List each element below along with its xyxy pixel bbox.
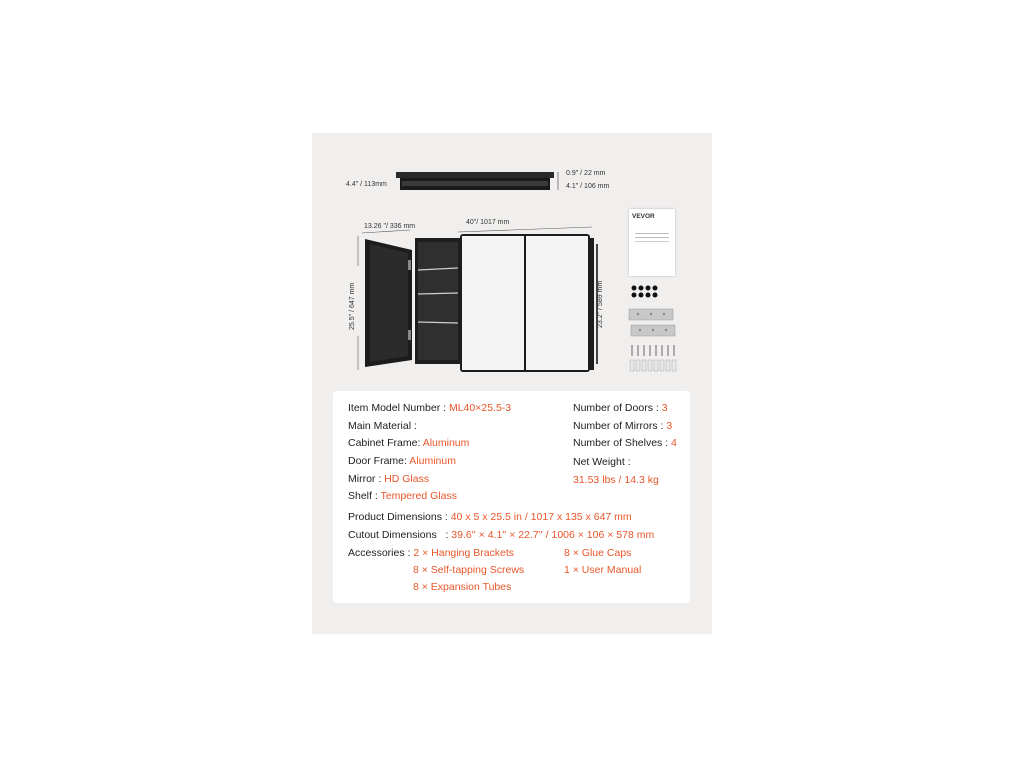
- cutout-dimensions-label: Cutout Dimensions :: [348, 529, 452, 541]
- mirrors-value: 3: [666, 420, 673, 432]
- doors-row: [573, 402, 668, 414]
- cabinet-row: [348, 437, 469, 449]
- top-frame-label: 0.9" / 22 mm: [566, 170, 606, 177]
- model-label: Item Model Number :: [348, 402, 449, 414]
- accessory-glue-caps: 8 × Glue Caps: [564, 547, 632, 559]
- weight-label: Net Weight :: [573, 456, 631, 468]
- screws-and-tubes-icon: [628, 343, 678, 373]
- manual-text-lines: [635, 233, 669, 234]
- accessory-expansion-tubes: 8 × Expansion Tubes: [413, 581, 512, 593]
- mirror-row: [348, 473, 429, 485]
- width-label: 40"/ 1017 mm: [466, 219, 510, 226]
- mirrors-label: Number of Mirrors :: [573, 420, 667, 432]
- cutout-dimensions-value: 39.6'' × 4.1'' × 22.7'' / 1006 × 106 × 578 mm: [451, 529, 655, 541]
- mirror-label: Mirror :: [348, 473, 385, 485]
- cutout-dimensions-row: [348, 529, 654, 541]
- accessories-label: Accessories :: [348, 547, 414, 559]
- model-value: ML40×25.5-3: [448, 402, 512, 414]
- doors-label: Number of Doors :: [573, 402, 662, 414]
- door-value: Aluminum: [409, 455, 456, 467]
- accessory-user-manual: 1 × User Manual: [564, 564, 642, 576]
- top-depth-left-label: 4.4" / 113mm: [346, 181, 387, 188]
- product-dimensions-row: [348, 511, 632, 523]
- height-label: 25.5" / 647 mm: [349, 282, 356, 330]
- side-height-label: 23.2" / 589 mm: [597, 280, 604, 328]
- mirror-value: HD Glass: [384, 473, 430, 485]
- cabinet-value: Aluminum: [422, 437, 470, 449]
- door-depth-label: 13.26 "/ 336 mm: [364, 223, 416, 230]
- accessories-row: [348, 547, 514, 559]
- accessory-self-tapping-screws: 8 × Self-tapping Screws: [413, 564, 525, 576]
- glue-caps-icon: [630, 285, 660, 299]
- shelf-label: Shelf :: [348, 490, 381, 502]
- product-dimensions-label: Product Dimensions :: [348, 511, 451, 523]
- shelves-label: Number of Shelves :: [573, 437, 672, 449]
- model-row: [348, 402, 511, 414]
- shelf-value: Tempered Glass: [380, 490, 457, 502]
- doors-value: 3: [661, 402, 668, 414]
- mirrors-row: [573, 420, 672, 432]
- shelf-row: [348, 490, 457, 502]
- hanging-brackets-icon: [628, 306, 676, 340]
- cabinet-label: Cabinet Frame:: [348, 437, 423, 449]
- top-depth-right-label: 4.1" / 106 mm: [566, 183, 610, 190]
- shelves-value: 4: [671, 437, 677, 449]
- product-dimensions-value: 40 x 5 x 25.5 in / 1017 x 135 x 647 mm: [450, 511, 632, 523]
- cabinet-top-view: [390, 164, 565, 196]
- vevor-logo: VEVOR: [632, 213, 655, 220]
- door-label: Door Frame:: [348, 455, 410, 467]
- user-manual: [629, 209, 675, 276]
- door-row: [348, 455, 456, 467]
- accessory-hanging-brackets: 2 × Hanging Brackets: [413, 547, 515, 559]
- cabinet-front-view: [360, 230, 600, 375]
- weight-value: 31.53 lbs / 14.3 kg: [573, 474, 659, 486]
- shelves-row: [573, 437, 677, 449]
- material-label: Main Material :: [348, 420, 417, 432]
- height-dimension-line: [355, 236, 361, 370]
